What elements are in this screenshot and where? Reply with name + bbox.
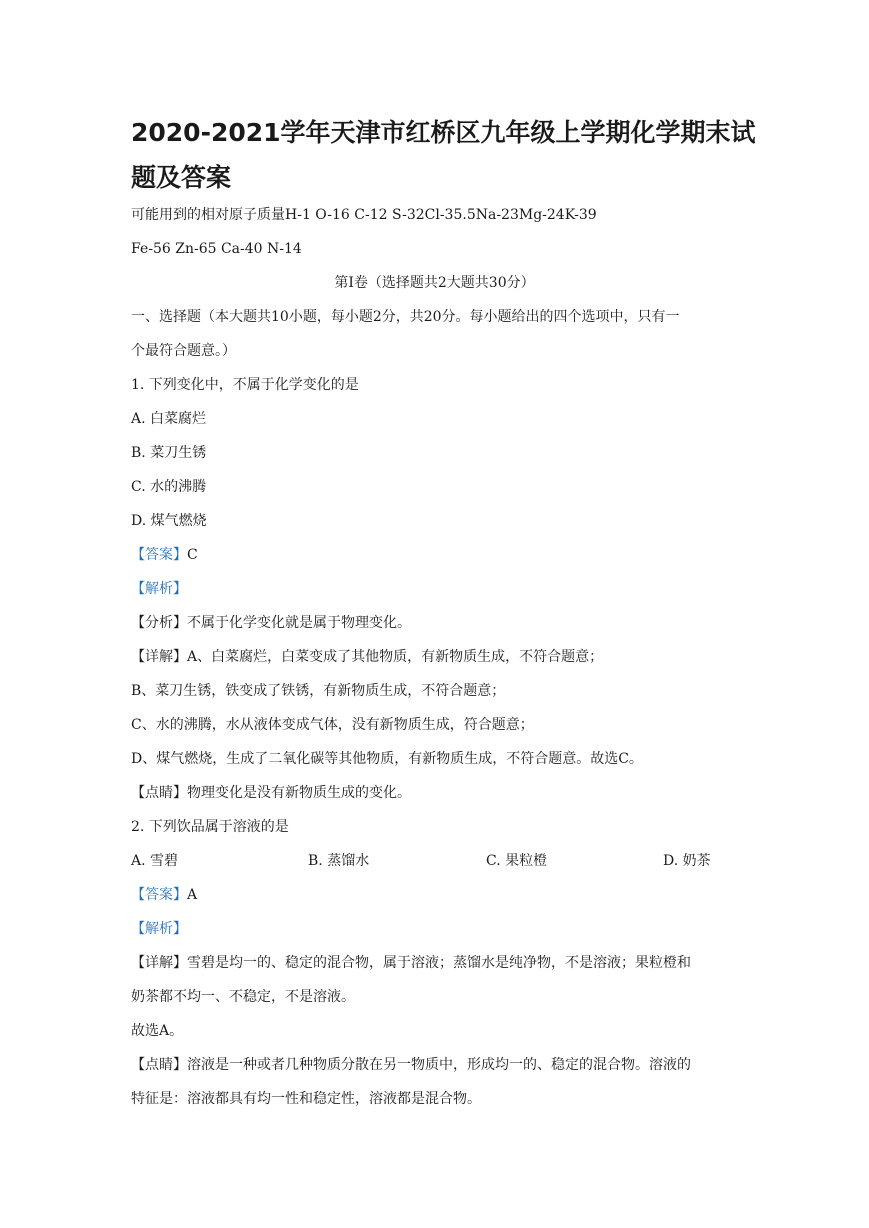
q1-option-d: D. 煤气燃烧 (131, 513, 207, 529)
q1-answer (131, 545, 198, 565)
q1-answer-value: C (187, 547, 198, 563)
q2-answer-label: 【答案】 (131, 887, 187, 903)
volume-heading: 第Ⅰ卷（选择题共2大题共30分） (334, 275, 535, 291)
q1-option-c: C. 水的沸腾 (131, 479, 207, 495)
q1-detail-label: 【详解】 (131, 649, 187, 665)
q1-detail-line-1 (131, 647, 603, 667)
section-intro-line-2: 个最符合题意。） (131, 343, 236, 359)
q1-option-b: B. 菜刀生锈 (131, 445, 207, 461)
atomic-masses-line-2: Fe-56 Zn-65 Ca-40 N-14 (131, 241, 302, 257)
q1-stem: 1. 下列变化中，不属于化学变化的是 (131, 377, 359, 393)
document-title: 2020-2021学年天津市红桥区九年级上学期化学期末试题及答案 (131, 118, 756, 192)
q1-detail-line-2: B、菜刀生锈，铁变成了铁锈，有新物质生成，不符合题意； (131, 683, 506, 699)
q2-detail-text-1: 雪碧是均一的、稳定的混合物，属于溶液；蒸馏水是纯净物，不是溶液；果粒橙和 (187, 955, 691, 971)
q2-option-b: B. 蒸馏水 (308, 853, 370, 869)
q1-option-a: A. 白菜腐烂 (131, 411, 207, 427)
q1-answer-label: 【答案】 (131, 547, 187, 563)
q2-option-a: A. 雪碧 (131, 853, 179, 869)
q1-fenxi-text: 不属于化学变化就是属于物理变化。 (187, 615, 411, 631)
q1-detail-line-3: C、水的沸腾，水从液体变成气体，没有新物质生成，符合题意； (131, 717, 534, 733)
q2-dianjing-line-1 (131, 1055, 691, 1075)
q1-fenxi-label: 【分析】 (131, 615, 187, 631)
q2-detail-line-1 (131, 953, 691, 973)
q2-dianjing-label: 【点睛】 (131, 1057, 187, 1073)
q2-stem: 2. 下列饮品属于溶液的是 (131, 819, 289, 835)
q2-option-d: D. 奶茶 (663, 853, 711, 869)
q1-analysis-label: 【解析】 (131, 581, 187, 597)
q2-answer-value: A (187, 887, 198, 903)
q1-detail-text-1: A、白菜腐烂，白菜变成了其他物质，有新物质生成，不符合题意； (187, 649, 604, 665)
q2-detail-line-2: 奶茶都不均一、不稳定，不是溶液。 (131, 989, 355, 1005)
q1-fenxi (131, 613, 411, 633)
q1-dianjing (131, 783, 411, 803)
q2-option-c: C. 果粒橙 (486, 853, 548, 869)
q2-detail-label: 【详解】 (131, 955, 187, 971)
q1-dianjing-text: 物理变化是没有新物质生成的变化。 (187, 785, 411, 801)
q2-answer (131, 885, 197, 905)
q1-detail-line-4: D、煤气燃烧，生成了二氧化碳等其他物质，有新物质生成，不符合题意。故选C。 (131, 751, 643, 767)
q1-dianjing-label: 【点睛】 (131, 785, 187, 801)
q2-analysis-label: 【解析】 (131, 921, 187, 937)
atomic-masses-line-1: 可能用到的相对原子质量H-1 O-16 C-12 S-32Cl-35.5Na-23Mg-24K-39 (131, 207, 597, 223)
q2-dianjing-line-2: 特征是：溶液都具有均一性和稳定性，溶液都是混合物。 (131, 1091, 481, 1107)
q2-detail-line-3: 故选A。 (131, 1023, 184, 1039)
q2-dianjing-text-1: 溶液是一种或者几种物质分散在另一物质中，形成均一的、稳定的混合物。溶液的 (187, 1057, 691, 1073)
section-intro-line-1: 一、选择题（本大题共10小题，每小题2分，共20分。每小题给出的四个选项中，只有一 (131, 309, 680, 325)
